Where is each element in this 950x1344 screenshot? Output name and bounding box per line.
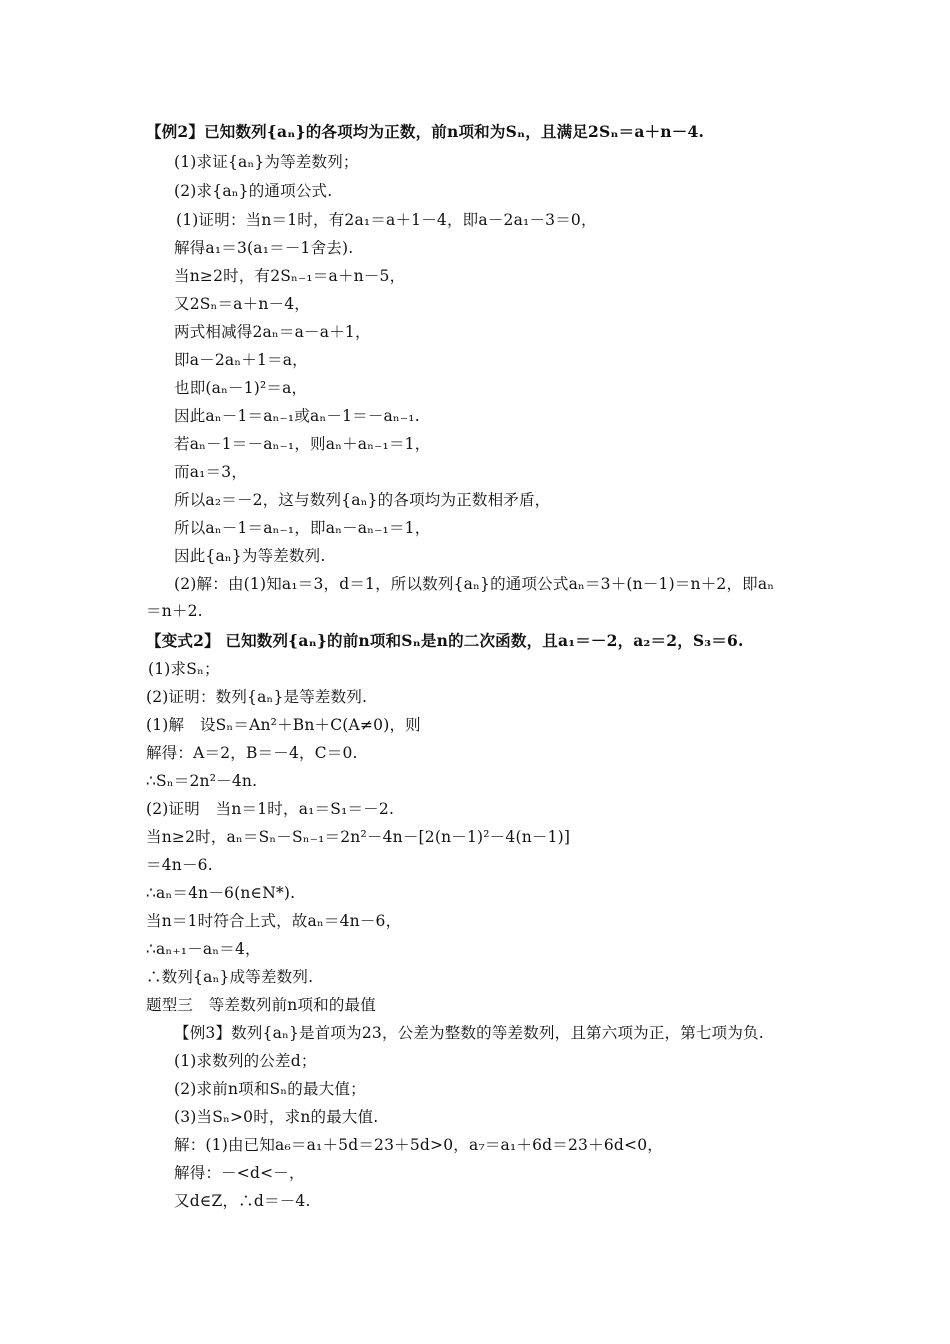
solution-line: ＝n＋2. <box>146 602 203 620</box>
proof-line: ＝4n－6. <box>146 856 213 874</box>
variant-2-heading: 【变式2】 已知数列{aₙ}的前n项和Sₙ是n的二次函数，且a₁＝－2，a₂＝2，S₃＝6. <box>146 631 744 650</box>
proof-line: 因此{aₙ}为等差数列. <box>174 547 326 565</box>
proof-line: 当n≥2时，aₙ＝Sₙ－Sₙ₋₁＝2n²－4n－[2(n－1)²－4(n－1)] <box>146 828 571 846</box>
variant-2-part-1: (1)求Sₙ； <box>148 660 220 678</box>
proof-line: 因此aₙ－1＝aₙ₋₁或aₙ－1＝－aₙ₋₁. <box>174 407 420 425</box>
proof-line: ∴数列{aₙ}成等差数列. <box>146 968 314 986</box>
example-2-part-2: (2)求{aₙ}的通项公式. <box>174 182 333 200</box>
proof-line: (2)证明 当n＝1时，a₁＝S₁＝－2. <box>146 800 395 818</box>
proof-line: 当n≥2时，有2Sₙ₋₁＝a＋n－5， <box>174 267 406 285</box>
example-3-heading: 【例3】数列{aₙ}是首项为23，公差为整数的等差数列，且第六项为正，第七项为负. <box>174 1024 764 1042</box>
example-3-part-3: (3)当Sₙ>0时，求n的最大值. <box>174 1108 379 1126</box>
proof-line: (1)证明：当n＝1时，有2a₁＝a＋1－4，即a－2a₁－3＝0， <box>176 211 597 229</box>
solution-line: (1)解 设Sₙ＝An²＋Bn＋C(A≠0)，则 <box>146 716 421 734</box>
proof-line: 即a－2aₙ＋1＝a， <box>174 351 308 369</box>
example-3-part-1: (1)求数列的公差d； <box>174 1052 317 1070</box>
proof-line: 又2Sₙ＝a＋n－4， <box>174 295 310 313</box>
proof-line: 所以aₙ－1＝aₙ₋₁，即aₙ－aₙ₋₁＝1， <box>174 519 431 537</box>
example-3-part-2: (2)求前n项和Sₙ的最大值； <box>174 1080 366 1098</box>
solution-line: 解得：A＝2，B＝－4，C＝0. <box>146 744 358 762</box>
solution-line: (2)解：由(1)知a₁＝3，d＝1，所以数列{aₙ}的通项公式aₙ＝3＋(n－1)＝n＋2，即aₙ <box>174 575 775 593</box>
solution-line: ∴Sₙ＝2n²－4n. <box>146 772 258 790</box>
proof-line: 解得a₁＝3(a₁＝－1舍去). <box>174 239 354 257</box>
solution-line: 解得：－<d<－， <box>174 1164 305 1182</box>
solution-line: 又d∈Z，∴d＝－4. <box>174 1192 311 1210</box>
proof-line: 若aₙ－1＝－aₙ₋₁，则aₙ＋aₙ₋₁＝1， <box>174 435 431 453</box>
section-heading: 题型三 等差数列前n项和的最值 <box>146 996 376 1014</box>
variant-2-part-2: (2)证明：数列{aₙ}是等差数列. <box>146 688 368 706</box>
example-2-heading: 【例2】已知数列{aₙ}的各项均为正数，前n项和为Sₙ，且满足2Sₙ＝a＋n－4. <box>146 122 705 141</box>
proof-line: 两式相减得2aₙ＝a－a＋1， <box>174 323 371 341</box>
proof-line: 当n＝1时符合上式，故aₙ＝4n－6， <box>146 912 402 930</box>
solution-line: 解：(1)由已知a₆＝a₁＋5d＝23＋5d>0，a₇＝a₁＋6d＝23＋6d<0， <box>174 1136 663 1154</box>
example-2-part-1: (1)求证{aₙ}为等差数列； <box>174 153 359 171</box>
proof-line: 而a₁＝3， <box>174 463 248 481</box>
proof-line: ∴aₙ₊₁－aₙ＝4， <box>146 940 261 958</box>
proof-line: ∴aₙ＝4n－6(n∈N*). <box>146 884 296 902</box>
proof-line: 所以a₂＝－2，这与数列{aₙ}的各项均为正数相矛盾， <box>174 491 551 509</box>
proof-line: 也即(aₙ－1)²＝a， <box>174 379 308 397</box>
